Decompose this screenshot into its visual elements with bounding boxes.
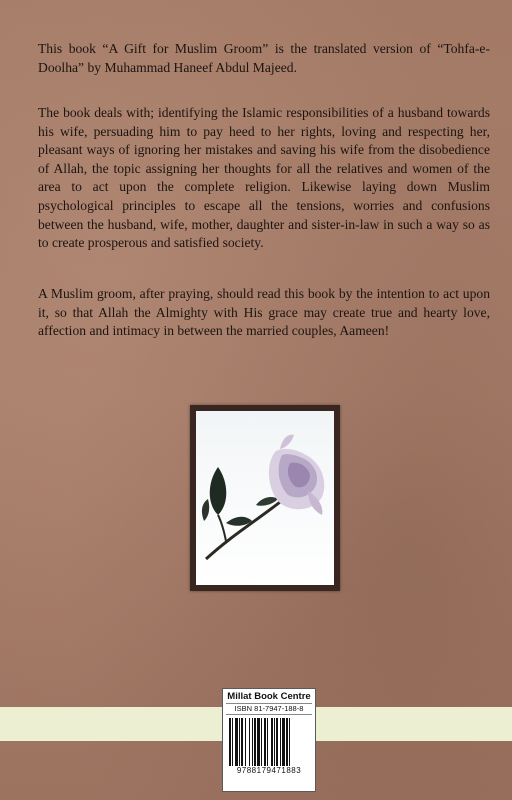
barcode-bar xyxy=(257,718,260,766)
barcode-bar xyxy=(235,718,238,766)
paragraph-3: A Muslim groom, after praying, should read this book by the intention to act upon it, so that Allah the Almighty with His grace may create true and hearty love, affection and intimacy in between the married couples, Aameen! xyxy=(38,286,490,339)
barcode-bar xyxy=(245,718,246,766)
publisher-name: Millat Book Centre xyxy=(227,691,311,702)
description-paragraph xyxy=(38,104,490,253)
barcode-bar xyxy=(274,718,275,766)
rose-picture xyxy=(196,411,334,585)
barcode-bar xyxy=(280,718,281,766)
barcode-bar xyxy=(271,718,273,766)
barcode-bar xyxy=(249,718,250,766)
barcode-bar xyxy=(267,718,268,766)
paragraph-2: The book deals with; identifying the Islamic responsibilities of a husband towards his wife, persuading him to pay heed to her rights, loving and respecting her, pleasant ways of ignoring her mistakes and saving his wife from the disobedience of Allah, the topic assigning her thoughts for all the relatives and women of the area to act upon the complete religion. Likewise laying down Muslim psychological principles to escape all the tensions, worries and confusions between the husband, wife, mother, daughter and sister-in-law in such a way so as to create prosperous and satisfied society. xyxy=(38,105,490,251)
barcode-bar xyxy=(229,718,231,766)
closing-paragraph xyxy=(38,285,490,341)
barcode-bar xyxy=(289,718,290,766)
isbn-number: ISBN 81-7947-188-8 xyxy=(226,703,312,715)
rose-picture-frame xyxy=(190,405,340,591)
barcode-bars xyxy=(228,718,310,766)
barcode-bar xyxy=(282,718,285,766)
ean-number: 9788179471883 xyxy=(236,766,302,775)
barcode-bar xyxy=(254,718,256,766)
paragraph-1: This book “A Gift for Muslim Groom” is the translated version of “Tohfa-e-Doolha” by Muhammad Haneef Abdul Majeed. xyxy=(38,41,490,75)
barcode-bar xyxy=(286,718,288,766)
barcode-bar xyxy=(241,718,243,766)
barcode-label xyxy=(222,688,316,792)
barcode-bar xyxy=(276,718,278,766)
barcode-bar xyxy=(239,718,240,766)
barcode-bar xyxy=(261,718,262,766)
barcode-bar xyxy=(264,718,266,766)
barcode-bar xyxy=(252,718,253,766)
barcode-bar xyxy=(232,718,233,766)
rose-illustration xyxy=(196,411,334,585)
intro-paragraph xyxy=(38,40,490,77)
